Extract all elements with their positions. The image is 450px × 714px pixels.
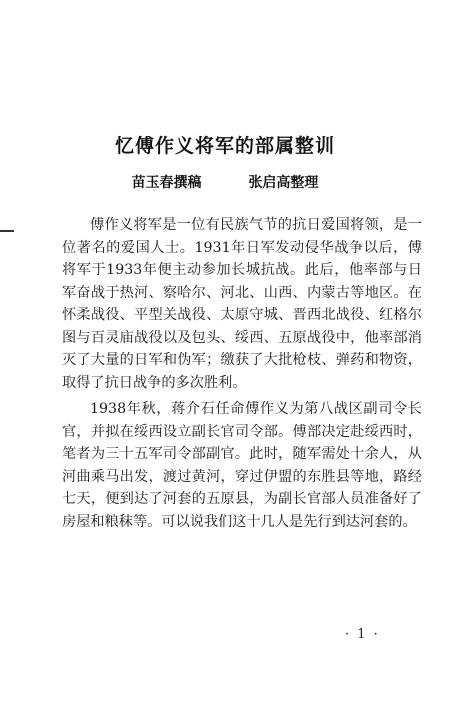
- paragraph: 傅作义将军是一位有民族气节的抗日爱国将领，是一位著名的爱国人士。1931年日军发动侵华战争以后，傅将军于1933年便主动参加长城抗战。此后，他率部与日军奋战于热河、察哈尔、河北、山西、内蒙古等地区。在怀柔战役、平型关战役、太原守城、晋西北战役、红格尔图与百灵庙战役以及包头、绥西、五原战役中，他率部消灭了大量的日军和伪军；缴获了大批枪枝、弹药和物资，取得了抗日战争的多次胜利。: [62, 217, 422, 391]
- article-authors: [0, 172, 450, 192]
- author-editor: 张启高整理: [248, 175, 319, 191]
- author-writer: 苗玉春撰稿: [131, 175, 202, 191]
- article-title: 忆傅作义将军的部属整训: [114, 135, 335, 157]
- paragraph: 1938年秋，蒋介石任命傅作义为第八战区副司令长官，并拟在绥西设立副长官司令部。傅部决定赴绥西时，笔者为三十五军司令部副官。此时，随军需处十余人，从河曲乘马出发，渡过黄河，穿过伊盟的东胜县等地，路经七天，便到达了河套的五原县，为副长官部人员准备好了房屋和粮秣等。可以说我们这十几人是先行到达河套的。: [62, 401, 422, 530]
- article-body: [62, 214, 422, 533]
- page-number: · 1 ·: [345, 627, 380, 642]
- margin-mark: [0, 230, 14, 232]
